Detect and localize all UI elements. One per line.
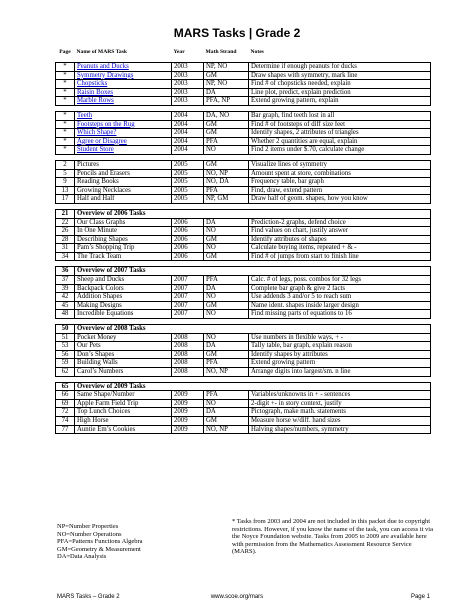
strand-cell: NO <box>204 227 249 236</box>
year-cell: 2003 <box>172 63 204 72</box>
table-row <box>56 368 431 377</box>
strand-cell: DA <box>204 284 249 293</box>
notes-cell: Arrange digits into largest/sm. n line <box>249 368 431 377</box>
name-cell: Auntie Em’s Cookies <box>75 425 172 434</box>
page-cell: * <box>56 80 75 89</box>
strand-cell: NO <box>204 146 249 155</box>
task-link[interactable]: Footsteps on the Rug <box>75 120 172 129</box>
table-row <box>56 169 431 178</box>
page-cell: 26 <box>56 227 75 236</box>
section-title-cell: Overview of 2008 Tasks <box>75 325 431 334</box>
page-cell: 13 <box>56 186 75 195</box>
name-cell: Same Shape/Number <box>75 391 172 400</box>
name-cell: Building Walls <box>75 359 172 368</box>
section-header-row <box>56 382 431 391</box>
notes-cell: Tally table, bar graph, explain reason <box>249 342 431 351</box>
name-cell: Backpack Colors <box>75 284 172 293</box>
table-row <box>56 408 431 417</box>
year-cell: 2004 <box>172 120 204 129</box>
year-cell: 2007 <box>172 293 204 302</box>
strand-cell: DA <box>204 342 249 351</box>
notes-cell: Find # of jumps from start to finish line <box>249 252 431 261</box>
table-header-row <box>56 49 431 57</box>
table-row <box>56 235 431 244</box>
notes-cell: Determine if enough peanuts for ducks <box>249 63 431 72</box>
task-link[interactable]: Teeth <box>75 111 172 120</box>
table-row <box>56 342 431 351</box>
strand-cell: NO, NP <box>204 368 249 377</box>
strand-legend <box>57 523 143 561</box>
year-cell: 2003 <box>172 80 204 89</box>
footer-right: Page 1 <box>410 594 430 600</box>
page-cell: 34 <box>56 252 75 261</box>
header-notes: Notes <box>250 49 264 56</box>
name-cell: In One Minute <box>75 227 172 236</box>
name-cell: Our Class Graphs <box>75 218 172 227</box>
strand-cell: NO <box>204 244 249 253</box>
name-cell: Describing Shapes <box>75 235 172 244</box>
year-cell: 2009 <box>172 425 204 434</box>
section-page-cell: 50 <box>56 325 75 334</box>
notes-cell: Measure horse w/diff. hand sizes <box>249 416 431 425</box>
notes-cell: Line plot, predict, explain prediction <box>249 88 431 97</box>
year-cell: 2003 <box>172 71 204 80</box>
year-cell: 2006 <box>172 244 204 253</box>
year-cell: 2005 <box>172 195 204 204</box>
notes-cell: Calculate buying items, repeated + & - <box>249 244 431 253</box>
task-link[interactable]: Chopsticks <box>75 80 172 89</box>
name-cell: Our Pets <box>75 342 172 351</box>
legend-item: GM=Geometry & Measurement <box>57 545 141 553</box>
name-cell: Addition Shapes <box>75 293 172 302</box>
notes-cell: Variables/unknowns in + - sentences <box>249 391 431 400</box>
name-cell: Carol’s Numbers <box>75 368 172 377</box>
copyright-note: * Tasks from 2003 and 2004 are not included in this packet due to copyright restrictions. However, if you know the name of the task, you can access it via the Noyce Foundation website. Tasks from 2005 to 2009 are available here with permission from the Mathematics Assessment Resource Service (MARS). <box>232 518 433 556</box>
section-title-cell: Overview of 2009 Tasks <box>75 382 431 391</box>
page-cell: 48 <box>56 310 75 319</box>
year-cell: 2004 <box>172 146 204 155</box>
legend-item: NP=Number Properties <box>57 523 119 530</box>
table-row <box>56 178 431 187</box>
strand-cell: GM <box>204 350 249 359</box>
strand-cell: PFA <box>204 186 249 195</box>
notes-cell: Draw shapes with symmetry, mark line <box>249 71 431 80</box>
page-cell: * <box>56 137 75 146</box>
page-cell: * <box>56 88 75 97</box>
strand-cell: NO, NP <box>204 169 249 178</box>
year-cell: 2009 <box>172 399 204 408</box>
table-row <box>56 97 431 106</box>
table-row <box>56 301 431 310</box>
task-link[interactable]: Agree or Disagree <box>75 137 172 146</box>
page-cell: * <box>56 97 75 106</box>
strand-cell: NP, NO <box>204 80 249 89</box>
section-header-row <box>56 325 431 334</box>
notes-cell: Find 2 items under $.70, calculate change <box>249 146 431 155</box>
strand-cell: PFA <box>204 391 249 400</box>
name-cell: Pictures <box>75 160 172 169</box>
page-cell: 17 <box>56 195 75 204</box>
notes-cell: Extend growing pattern <box>249 359 431 368</box>
page-cell: 77 <box>56 425 75 434</box>
year-cell: 2009 <box>172 408 204 417</box>
year-cell: 2005 <box>172 169 204 178</box>
table-row <box>56 244 431 253</box>
strand-cell: NO <box>204 399 249 408</box>
legend-item: NO=Number Operations <box>57 530 122 538</box>
strand-cell: DA <box>204 408 249 417</box>
strand-cell: NO <box>204 310 249 319</box>
section-title-cell: Overview of 2006 Tasks <box>75 209 431 218</box>
notes-cell: Bar graph, find teeth lost in all <box>249 111 431 120</box>
year-cell: 2007 <box>172 284 204 293</box>
strand-cell: PFA <box>204 359 249 368</box>
legend-item: PFA=Patterns Functions Algebra <box>57 538 143 546</box>
header-year: Year <box>173 49 185 56</box>
year-cell: 2006 <box>172 235 204 244</box>
table-row <box>56 293 431 302</box>
task-link[interactable]: Marble Rows <box>75 97 172 106</box>
page-cell: 72 <box>56 408 75 417</box>
year-cell: 2006 <box>172 227 204 236</box>
year-cell: 2004 <box>172 137 204 146</box>
task-link[interactable]: Raisin Boxes <box>75 88 172 97</box>
footer-center: www.scoe.org/mars <box>210 594 264 600</box>
footer-left: MARS Tasks – Grade 2 <box>57 594 120 600</box>
strand-cell: GM <box>204 416 249 425</box>
table-row <box>56 425 431 434</box>
strand-cell: GM <box>204 301 249 310</box>
notes-cell: Identify attributes of shapes <box>249 235 431 244</box>
page-cell: 37 <box>56 276 75 285</box>
strand-cell: NP, NO <box>204 63 249 72</box>
page-cell: 22 <box>56 218 75 227</box>
table-row <box>56 284 431 293</box>
name-cell: Growing Necklaces <box>75 186 172 195</box>
page-cell: * <box>56 111 75 120</box>
page-cell: * <box>56 63 75 72</box>
strand-cell: GM <box>204 120 249 129</box>
table-row <box>56 129 431 138</box>
year-cell: 2007 <box>172 276 204 285</box>
page-cell: 9 <box>56 178 75 187</box>
year-cell: 2008 <box>172 333 204 342</box>
table-row <box>56 120 431 129</box>
page-cell: 2 <box>56 160 75 169</box>
name-cell: Reading Books <box>75 178 172 187</box>
table-row <box>56 63 431 72</box>
year-cell: 2003 <box>172 97 204 106</box>
page-cell: 66 <box>56 391 75 400</box>
table-row <box>56 227 431 236</box>
page-cell: 51 <box>56 333 75 342</box>
header-strand: Math Strand <box>205 49 237 56</box>
table-row <box>56 276 431 285</box>
notes-cell: Halving shapes/numbers, symmetry <box>249 425 431 434</box>
table-row <box>56 80 431 89</box>
strand-cell: NO, DA <box>204 178 249 187</box>
notes-cell: Find missing parts of equations to 16 <box>249 310 431 319</box>
name-cell: Don’s Shapes <box>75 350 172 359</box>
strand-cell: PFA <box>204 276 249 285</box>
notes-cell: Find # of footsteps of diff size feet <box>249 120 431 129</box>
table-row <box>56 252 431 261</box>
notes-cell: Identify shapes, 2 attributes of triangles <box>249 129 431 138</box>
notes-cell: Find values on chart, justify answer <box>249 227 431 236</box>
strand-cell: NP, GM <box>204 195 249 204</box>
name-cell: Pocket Money <box>75 333 172 342</box>
header-page: Page <box>59 49 71 56</box>
table-row <box>56 195 431 204</box>
name-cell: Half and Half <box>75 195 172 204</box>
notes-cell: Complete bar graph & give 2 facts <box>249 284 431 293</box>
year-cell: 2007 <box>172 310 204 319</box>
table-row <box>56 391 431 400</box>
name-cell: Incredible Equations <box>75 310 172 319</box>
year-cell: 2004 <box>172 129 204 138</box>
year-cell: 2005 <box>172 186 204 195</box>
table-row <box>56 186 431 195</box>
strand-cell: NO <box>204 333 249 342</box>
task-link[interactable]: Which Shape? <box>75 129 172 138</box>
notes-cell: Find, draw, extend pattern <box>249 186 431 195</box>
tasks-table <box>55 49 431 434</box>
notes-cell: Prediction-2 graphs, defend choice <box>249 218 431 227</box>
section-header-row <box>56 209 431 218</box>
page-cell: * <box>56 129 75 138</box>
page-cell: 59 <box>56 359 75 368</box>
table-row <box>56 218 431 227</box>
name-cell: High Horse <box>75 416 172 425</box>
strand-cell: GM <box>204 252 249 261</box>
notes-cell: Extend growing pattern, explain <box>249 97 431 106</box>
name-cell: Making Designs <box>75 301 172 310</box>
strand-cell: PFA, NP <box>204 97 249 106</box>
page-cell: 45 <box>56 301 75 310</box>
section-page-cell: 21 <box>56 209 75 218</box>
notes-cell: Frequency table, bar graph <box>249 178 431 187</box>
page-cell: 62 <box>56 368 75 377</box>
strand-cell: PFA <box>204 137 249 146</box>
page-cell: 74 <box>56 416 75 425</box>
year-cell: 2004 <box>172 111 204 120</box>
table-row <box>56 160 431 169</box>
notes-cell: Pictograph, make math. statements <box>249 408 431 417</box>
year-cell: 2008 <box>172 368 204 377</box>
year-cell: 2009 <box>172 416 204 425</box>
page-cell: 28 <box>56 235 75 244</box>
table-row <box>56 333 431 342</box>
section-page-cell: 36 <box>56 267 75 276</box>
name-cell: Sheep and Ducks <box>75 276 172 285</box>
table-row <box>56 416 431 425</box>
notes-cell: Visualize lines of symmetry <box>249 160 431 169</box>
task-link[interactable]: Student Store <box>75 146 172 155</box>
strand-cell: DA <box>204 88 249 97</box>
year-cell: 2008 <box>172 342 204 351</box>
table-row <box>56 137 431 146</box>
page-cell: * <box>56 71 75 80</box>
strand-cell: GM <box>204 235 249 244</box>
year-cell: 2009 <box>172 391 204 400</box>
table-row <box>56 146 431 155</box>
section-header-row <box>56 267 431 276</box>
notes-cell: Use addends 3 and/or 5 to reach sum <box>249 293 431 302</box>
notes-cell: Calc. # of legs, poss. combos for 32 legs <box>249 276 431 285</box>
year-cell: 2006 <box>172 252 204 261</box>
page-cell: 39 <box>56 284 75 293</box>
table-row <box>56 350 431 359</box>
page-title: MARS Tasks | Grade 2 <box>173 26 301 40</box>
table-row <box>56 310 431 319</box>
year-cell: 2003 <box>172 88 204 97</box>
strand-cell: GM <box>204 160 249 169</box>
strand-cell: DA, NO <box>204 111 249 120</box>
name-cell: Pam’s Shopping Trip <box>75 244 172 253</box>
task-link[interactable]: Symmetry Drawings <box>75 71 172 80</box>
page-cell: 5 <box>56 169 75 178</box>
section-title-cell: Overview of 2007 Tasks <box>75 267 431 276</box>
page-cell: * <box>56 120 75 129</box>
strand-cell: NO, NP <box>204 425 249 434</box>
table-row <box>56 71 431 80</box>
page-cell: 69 <box>56 399 75 408</box>
table-row <box>56 399 431 408</box>
notes-cell: Name ident. shapes inside larger design <box>249 301 431 310</box>
page-cell: 53 <box>56 342 75 351</box>
notes-cell: Find # of chopsticks needed, explain <box>249 80 431 89</box>
page-cell: 31 <box>56 244 75 253</box>
notes-cell: Use numbers in flexible ways, + - <box>249 333 431 342</box>
strand-cell: DA <box>204 218 249 227</box>
page-cell: 42 <box>56 293 75 302</box>
name-cell: The Track Team <box>75 252 172 261</box>
notes-cell: Amount spent at store, combinations <box>249 169 431 178</box>
strand-cell: GM <box>204 129 249 138</box>
tasks-body <box>56 57 431 434</box>
year-cell: 2008 <box>172 350 204 359</box>
name-cell: Pencils and Erasers <box>75 169 172 178</box>
table-row <box>56 359 431 368</box>
year-cell: 2008 <box>172 359 204 368</box>
section-page-cell: 65 <box>56 382 75 391</box>
notes-cell: 2-digit +- in story context, justify <box>249 399 431 408</box>
page-cell: * <box>56 146 75 155</box>
name-cell: Top Lunch Choices <box>75 408 172 417</box>
year-cell: 2005 <box>172 178 204 187</box>
strand-cell: GM <box>204 71 249 80</box>
task-link[interactable]: Peanuts and Ducks <box>75 63 172 72</box>
notes-cell: Identify shapes by attributes <box>249 350 431 359</box>
name-cell: Apple Farm Field Trip <box>75 399 172 408</box>
year-cell: 2005 <box>172 160 204 169</box>
notes-cell: Whether 2 quantities are equal, explain <box>249 137 431 146</box>
strand-cell: NO <box>204 293 249 302</box>
table-row <box>56 88 431 97</box>
header-name: Name of MARS Task <box>76 49 128 56</box>
year-cell: 2007 <box>172 301 204 310</box>
notes-cell: Draw half of geom. shapes, how you know <box>249 195 431 204</box>
table-row <box>56 111 431 120</box>
year-cell: 2006 <box>172 218 204 227</box>
page-cell: 56 <box>56 350 75 359</box>
legend-item: DA=Data Analysis <box>57 553 107 561</box>
